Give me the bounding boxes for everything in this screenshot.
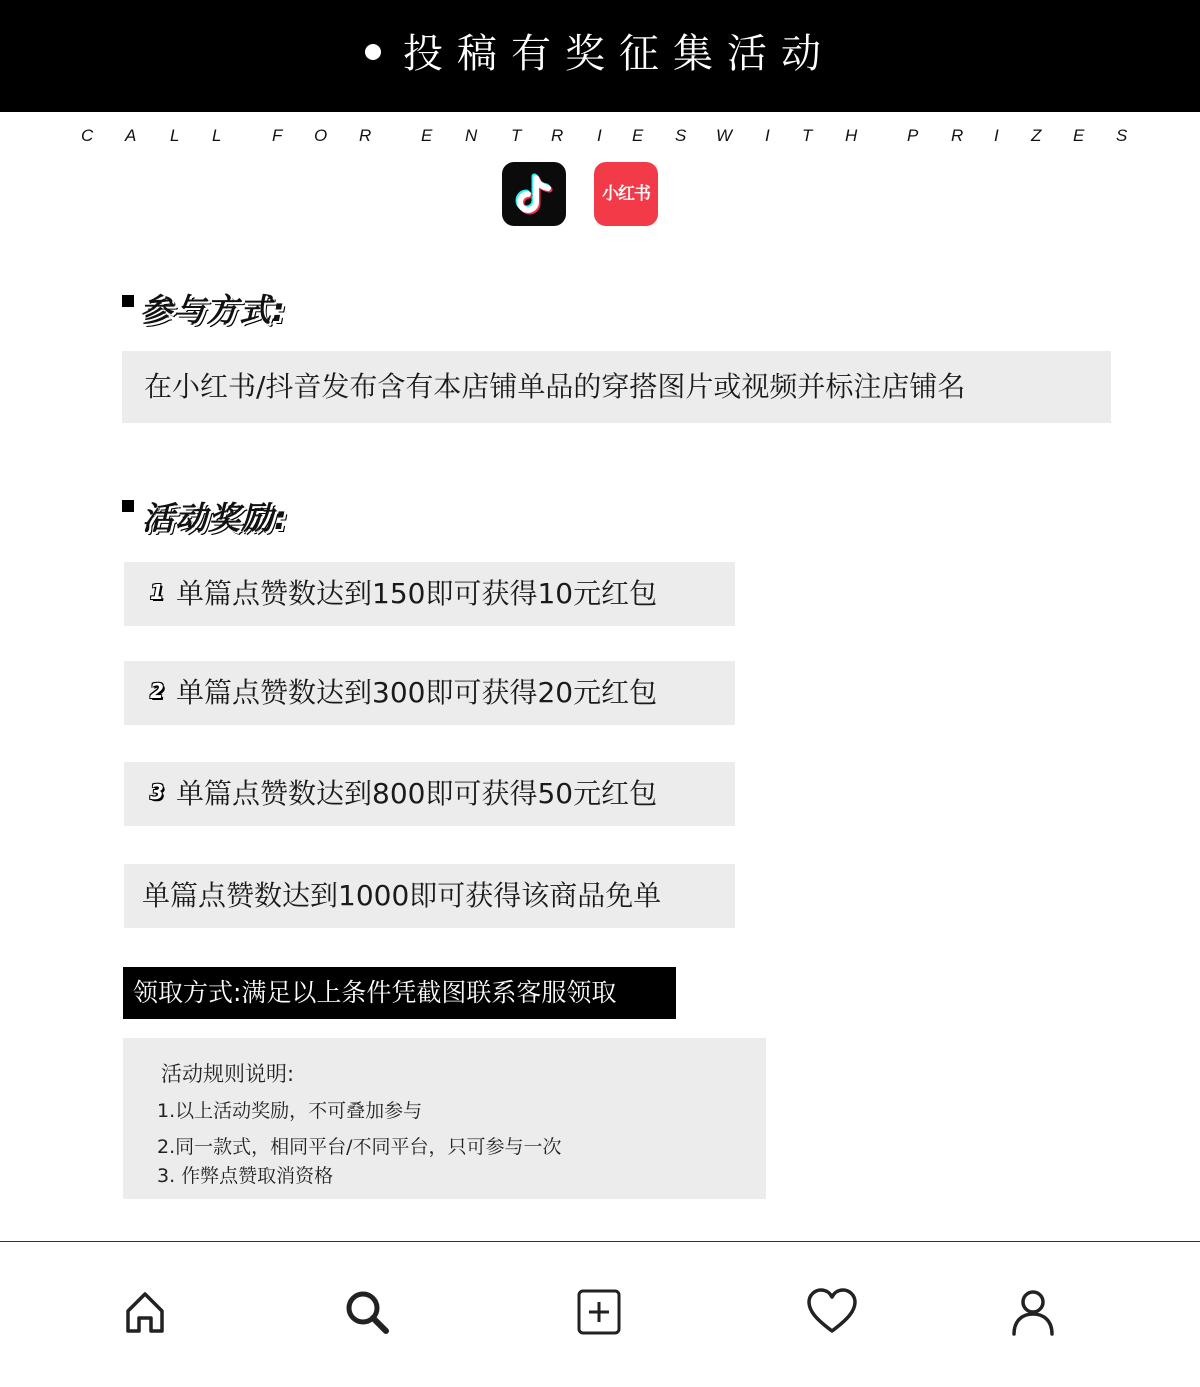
participation-heading: 参与方式:	[140, 291, 286, 329]
reward-item	[124, 762, 735, 826]
reward-item	[124, 661, 735, 725]
number-two-badge: 2	[150, 679, 164, 703]
subtitle-letter: E	[632, 126, 644, 145]
xiaohongshu-icon: 小红书	[594, 162, 658, 226]
tiktok-icon	[502, 162, 566, 226]
subtitle-letter: W	[716, 126, 733, 145]
participation-box	[122, 351, 1111, 423]
home-icon	[120, 1287, 170, 1337]
nav-add-post[interactable]	[569, 1282, 629, 1342]
subtitle-letter: C	[81, 126, 94, 145]
rules-item: 2.同一款式，相同平台/不同平台，只可参与一次	[157, 1136, 562, 1158]
subtitle-letter: I	[597, 126, 602, 145]
section-marker	[122, 295, 134, 307]
section-marker	[122, 500, 134, 512]
rewards-heading: 活动奖励:	[142, 499, 288, 537]
subtitle-letter: E	[1073, 126, 1085, 145]
header-bar	[0, 0, 1200, 112]
reward-text: 单篇点赞数达到150即可获得10元红包	[176, 577, 658, 610]
page-title-text: 投稿有奖征集活动	[403, 31, 835, 77]
subtitle-letter: P	[907, 126, 919, 145]
number-one-badge: 1	[150, 580, 164, 604]
subtitle-letter: R	[951, 126, 964, 145]
reward-text: 单篇点赞数达到1000即可获得该商品免单	[142, 879, 662, 912]
heart-icon	[806, 1287, 858, 1337]
nav-search[interactable]	[337, 1282, 397, 1342]
subtitle-letter: T	[511, 126, 522, 145]
claim-method-text: 领取方式:满足以上条件凭截图联系客服领取	[133, 978, 617, 1007]
call-for-entries-subtitle	[0, 126, 1200, 148]
rules-item: 1.以上活动奖励，不可叠加参与	[157, 1100, 423, 1122]
subtitle-letter: A	[125, 126, 137, 145]
subtitle-letter: L	[170, 126, 180, 145]
subtitle-letter: E	[421, 126, 433, 145]
subtitle-letter: L	[212, 126, 222, 145]
reward-text: 单篇点赞数达到800即可获得50元红包	[176, 777, 658, 810]
bottom-nav	[0, 1242, 1200, 1387]
subtitle-letter: Z	[1031, 126, 1042, 145]
reward-text: 单篇点赞数达到300即可获得20元红包	[176, 676, 658, 709]
subtitle-letter: F	[272, 126, 283, 145]
subtitle-letter: N	[465, 126, 478, 145]
bullet-dot	[365, 44, 381, 60]
reward-item	[124, 864, 735, 928]
subtitle-letter: I	[994, 126, 999, 145]
rules-box	[123, 1038, 766, 1199]
add-post-icon	[574, 1287, 624, 1337]
claim-method-banner	[123, 967, 676, 1019]
subtitle-letter: O	[314, 126, 328, 145]
number-three-badge: 3	[150, 780, 164, 804]
subtitle-letter: S	[1116, 126, 1128, 145]
subtitle-letter: H	[845, 126, 858, 145]
search-icon	[342, 1287, 392, 1337]
participation-text: 在小红书/抖音发布含有本店铺单品的穿搭图片或视频并标注店铺名	[144, 370, 966, 403]
subtitle-letter: R	[551, 126, 564, 145]
rules-item: 3. 作弊点赞取消资格	[157, 1165, 334, 1187]
nav-favorites[interactable]	[802, 1282, 862, 1342]
subtitle-letter: R	[359, 126, 372, 145]
nav-home[interactable]	[115, 1282, 175, 1342]
rules-title: 活动规则说明:	[161, 1062, 295, 1086]
subtitle-letter: S	[675, 126, 687, 145]
subtitle-letter: T	[802, 126, 813, 145]
page-title	[0, 26, 1200, 82]
nav-profile[interactable]	[1003, 1282, 1063, 1342]
profile-icon	[1008, 1287, 1058, 1337]
reward-item	[124, 562, 735, 626]
subtitle-letter: I	[765, 126, 770, 145]
